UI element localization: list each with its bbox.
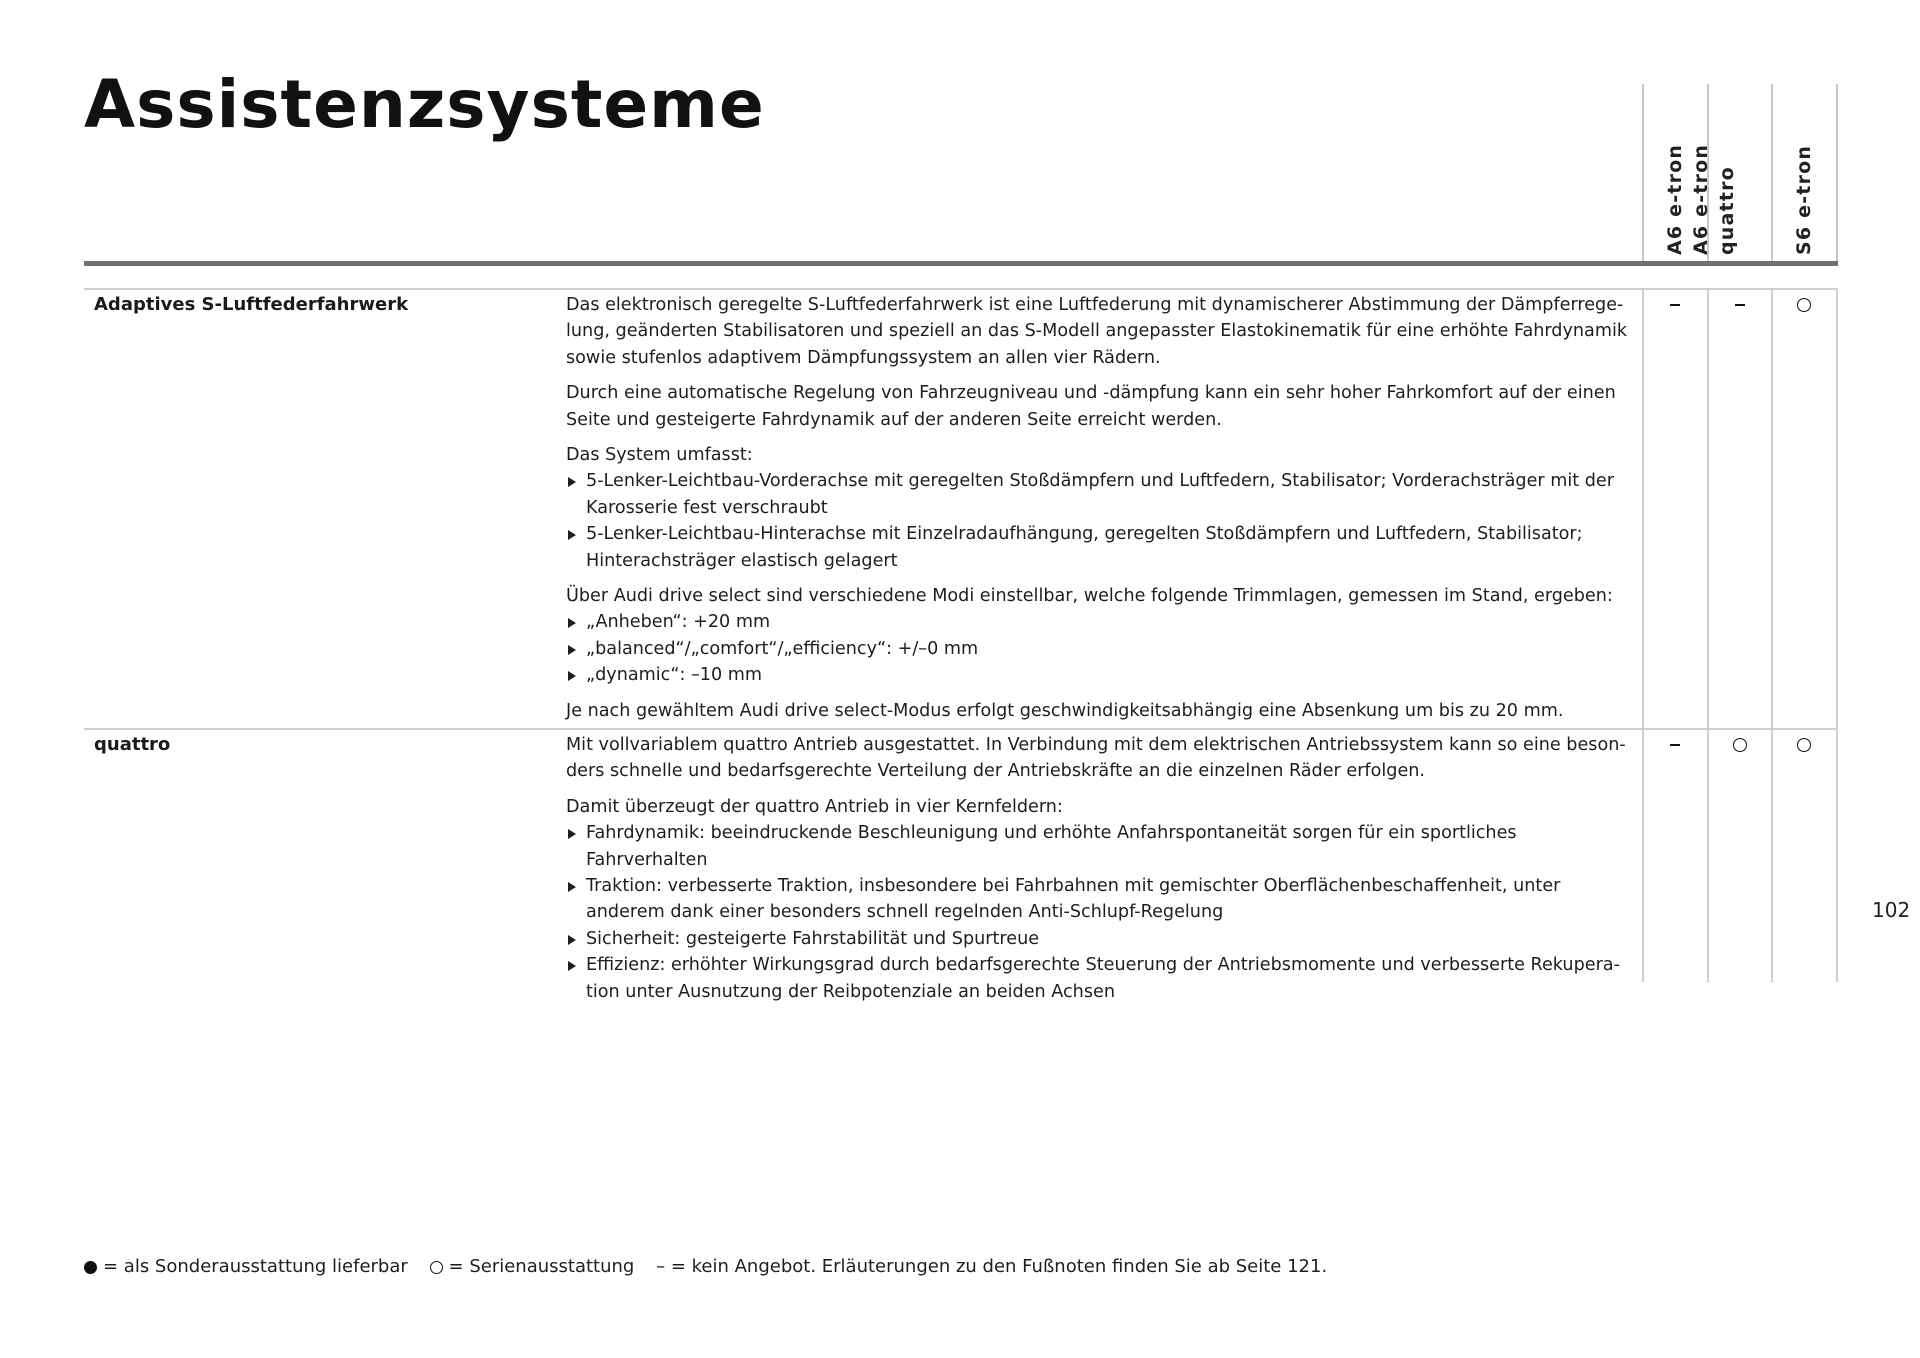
list-item: „dynamic“: –10 mm [566, 662, 1638, 688]
open-circle-icon [430, 1261, 443, 1274]
list-item: Sicherheit: gesteigerte Fahrstabilität und Spurtreue [566, 926, 1638, 952]
list-item: 5-Lenker-Leichtbau-Vorderachse mit geregelten Stoßdämpfern und Luftfedern, Stabilisator; Vorderachsträger mit der Karosserie fest verschraubt [566, 468, 1638, 521]
legend [84, 1256, 1343, 1277]
column-divider [1642, 288, 1644, 982]
list-intro: Damit überzeugt der quattro Antrieb in vier Kernfeldern: [566, 796, 1063, 817]
standard-circle-icon [1708, 734, 1772, 755]
list-item: 5-Lenker-Leichtbau-Hinterachse mit Einzelradaufhängung, geregelten Stoßdämpfern und Luftfedern, Stabilisator; Hinterachsträger elastisch gelagert [566, 521, 1638, 574]
filled-circle-icon [84, 1261, 97, 1274]
feature-list [566, 820, 1638, 1005]
list-item: Effizienz: erhöhter Wirkungsgrad durch bedarfsgerechte Steuerung der Antriebsmomente und verbesserte Rekupera-tion unter Ausnutzung der Reibpotenziale an beiden Achsen [566, 952, 1638, 1005]
header-divider [1771, 84, 1773, 262]
list-item: Fahrdynamik: beeindruckende Beschleunigung und erhöhte Anfahrspontaneität sorgen für ein sportliches Fahrverhalten [566, 820, 1638, 873]
not-available-dash-icon [1643, 734, 1707, 755]
column-divider [1707, 288, 1709, 982]
standard-circle-icon [1772, 294, 1836, 315]
description-paragraph: Mit vollvariablem quattro Antrieb ausgestattet. In Verbindung mit dem elektrischen Antriebssystem kann so eine beson-ders schnelle und bedarfsgerechte Verteilung der Antriebskräfte an die einzelnen Räder erfolgen. [566, 735, 1626, 782]
column-divider [1771, 288, 1773, 982]
trim-list [566, 609, 1638, 688]
header-rule [84, 261, 1838, 266]
row-label: quattro [94, 734, 171, 755]
legend-optional: = als Sonderausstattung lieferbar [84, 1256, 408, 1277]
header-divider [1642, 84, 1644, 262]
list-intro: Über Audi drive select sind verschiedene Modi einstellbar, welche folgende Trimmlagen, gemessen im Stand, ergeben: [566, 586, 1613, 607]
standard-circle-icon [1772, 734, 1836, 755]
description-paragraph: Durch eine automatische Regelung von Fahrzeugniveau und -dämpfung kann ein sehr hoher Fahrkomfort auf der einen Seite und gesteigerte Fahrdynamik auf der anderen Seite erreicht werden. [566, 383, 1616, 430]
page-title: Assistenzsysteme [84, 66, 765, 143]
list-item: „balanced“/„comfort“/„efficiency“: +/–0 mm [566, 636, 1638, 662]
description-paragraph: Das elektronisch geregelte S-Luftfederfahrwerk ist eine Luftfederung mit dynamischerer Abstimmung der Dämpferrege-lung, geänderten Stabilisatoren und speziell an das S-Modell angepasster Elastokinematik für eine erhöhte Fahrdynamik sowie stufenlos adaptivem Dämpfungssystem an allen vier Rädern. [566, 295, 1628, 368]
row-description [566, 732, 1638, 1014]
column-divider [1836, 288, 1838, 982]
legend-none: – = kein Angebot. Erläuterungen zu den Fußnoten finden Sie ab Seite 121. [656, 1256, 1328, 1277]
page-number: 102 [1872, 898, 1911, 922]
header-divider [1836, 84, 1838, 262]
feature-list [566, 468, 1638, 574]
list-intro: Das System umfasst: [566, 445, 753, 466]
list-item: „Anheben“: +20 mm [566, 609, 1638, 635]
description-paragraph: Je nach gewähltem Audi drive select-Modus erfolgt geschwindigkeitsabhängig eine Absenkung um bis zu 20 mm. [566, 700, 1564, 721]
row-description [566, 292, 1638, 733]
legend-standard: = Serienausstattung [430, 1256, 635, 1277]
not-available-dash-icon [1643, 294, 1707, 315]
not-available-dash-icon [1708, 294, 1772, 315]
list-item: Traktion: verbesserte Traktion, insbesondere bei Fahrbahnen mit gemischter Oberflächenbeschaffenheit, unter anderem dank einer besonders schnell regelnden Anti-Schlupf-Regelung [566, 873, 1638, 926]
row-divider [84, 288, 1838, 290]
row-label: Adaptives S-Luftfederfahrwerk [94, 294, 409, 315]
